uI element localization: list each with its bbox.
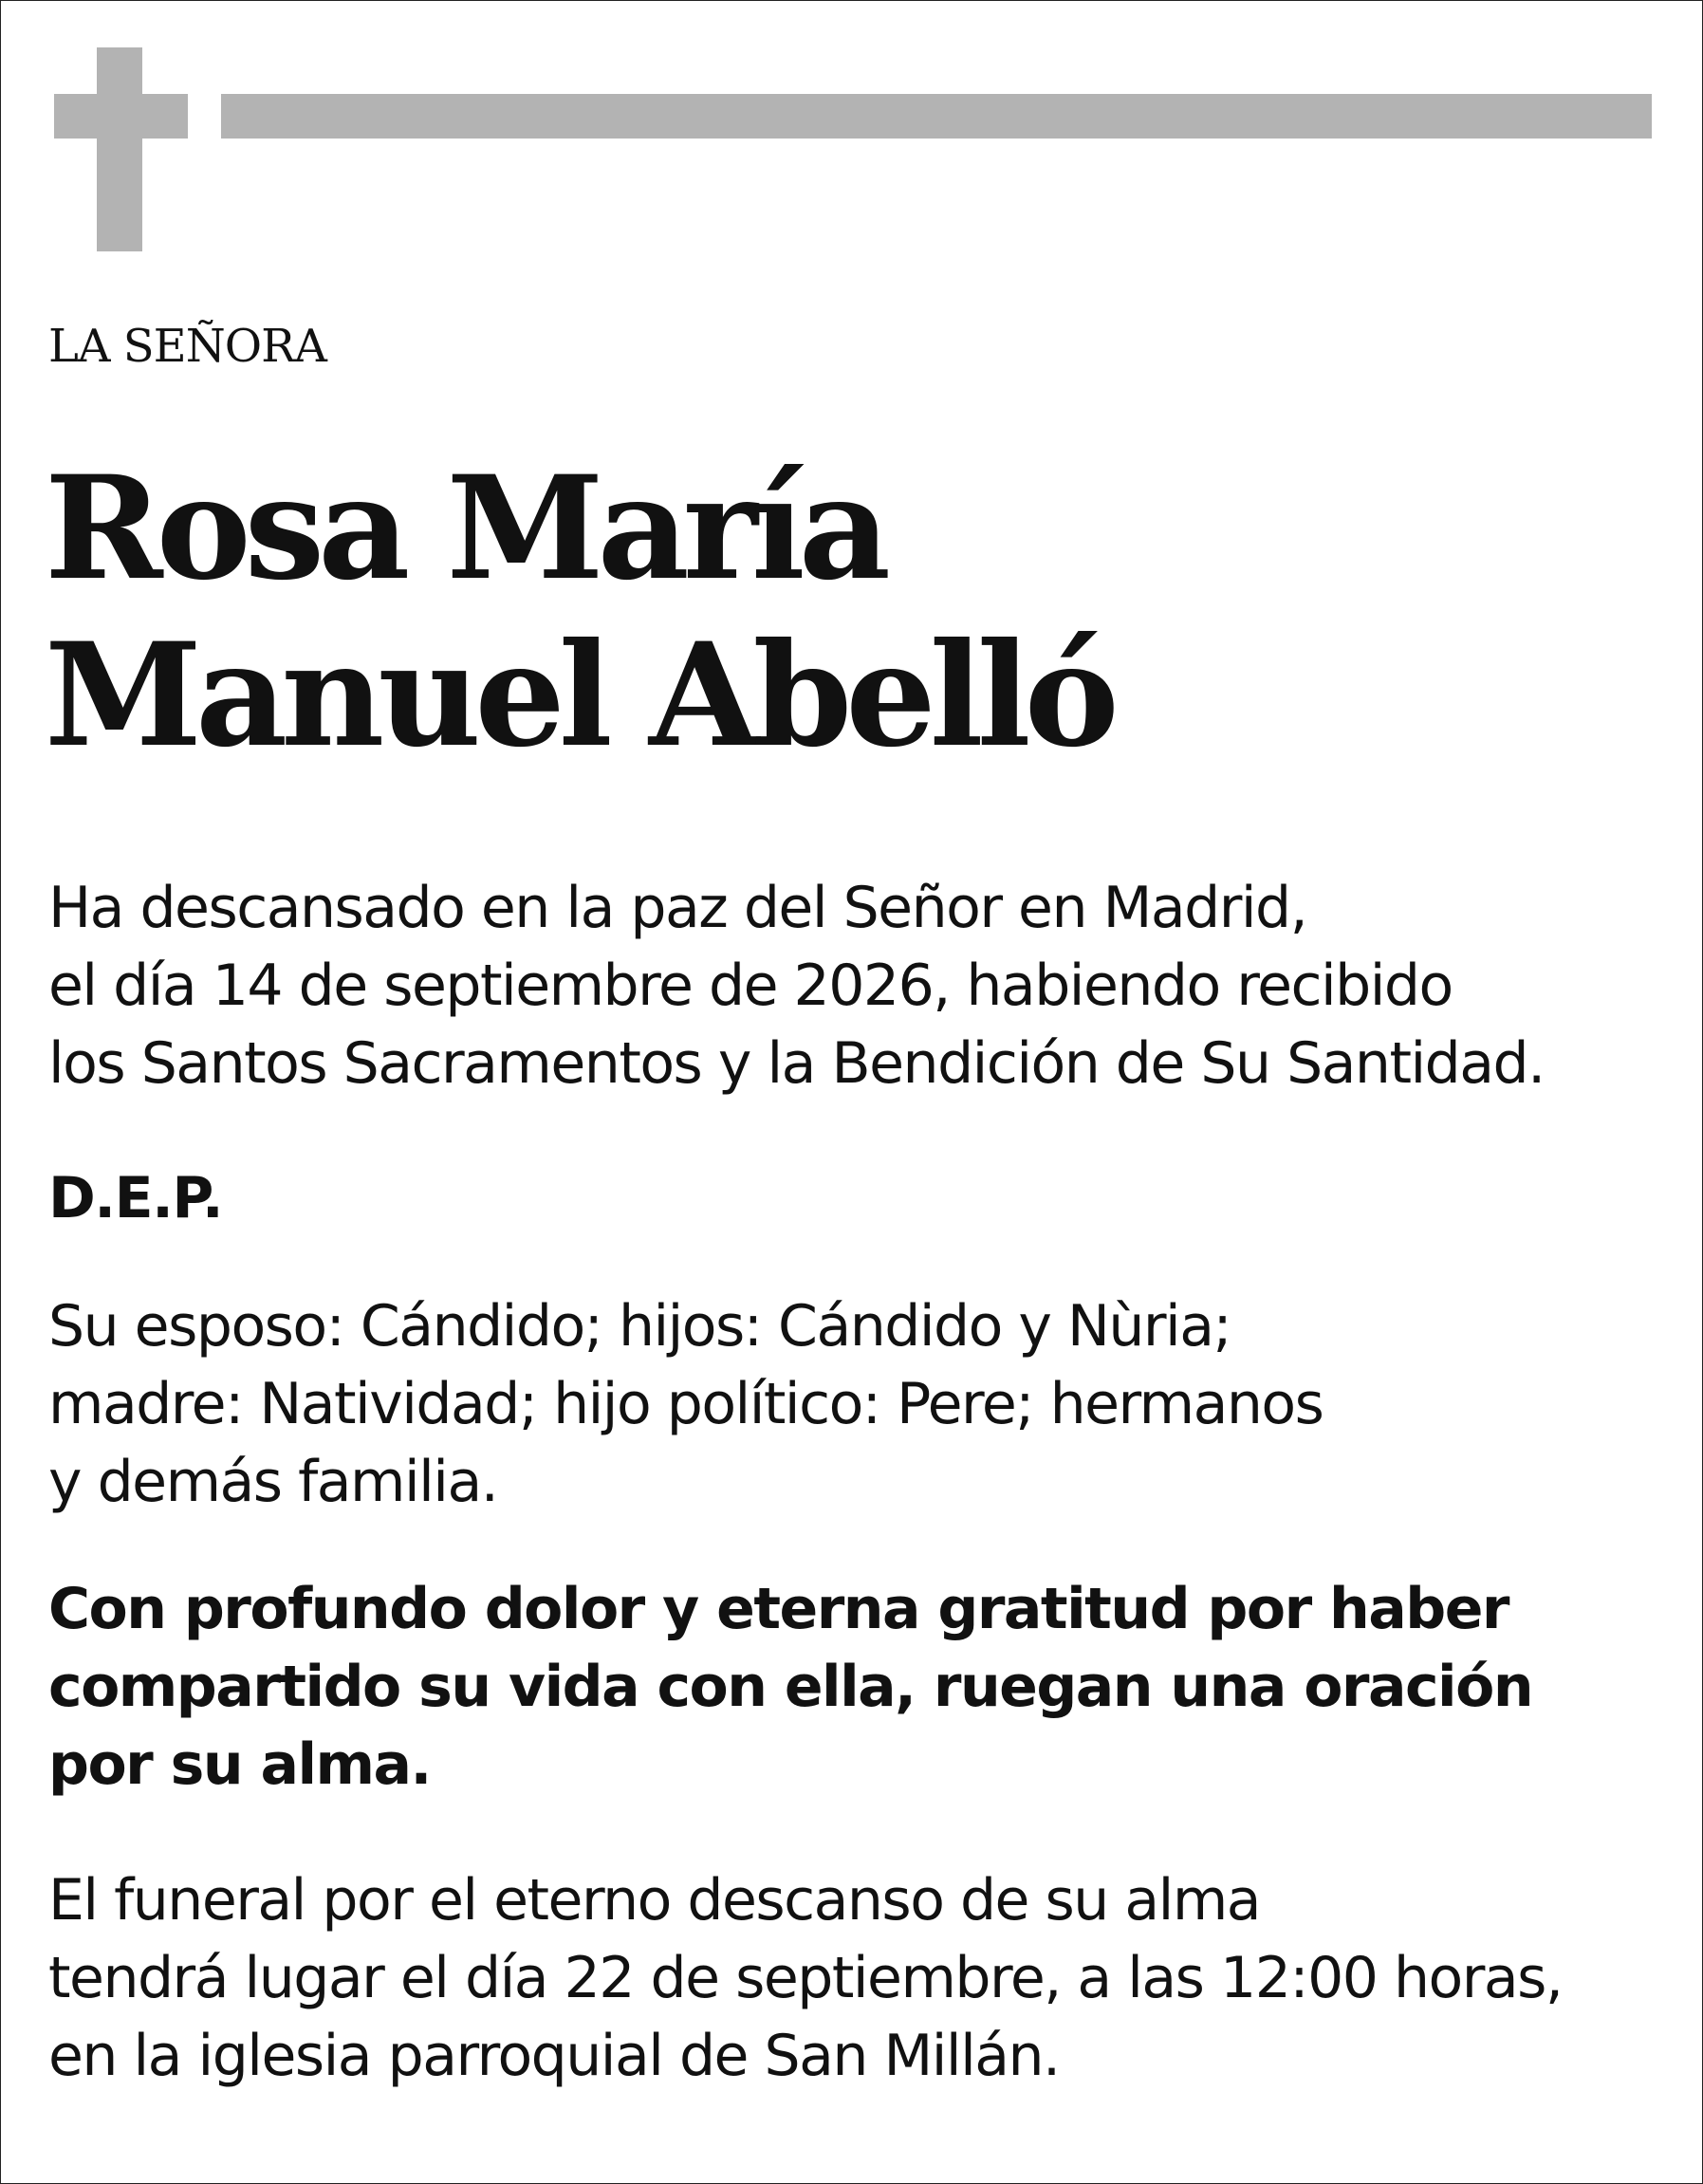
funeral-line: en la iglesia parroquial de San Millán. (48, 2023, 1060, 2089)
funeral-line: tendrá lugar el día 22 de septiembre, a las 12:00 horas, (48, 1945, 1563, 2011)
header-rule (221, 94, 1652, 139)
family-paragraph (48, 1287, 1323, 1521)
deceased-name (45, 445, 1113, 779)
announcement-line: los Santos Sacramentos y la Bendición de Su Santidad. (48, 1030, 1545, 1097)
announcement-line: el día 14 de septiembre de 2026, habiendo recibido (48, 953, 1453, 1019)
family-line: madre: Natividad; hijo político: Pere; hermanos (48, 1371, 1324, 1437)
family-line: Su esposo: Cándido; hijos: Cándido y Nùria; (48, 1293, 1231, 1360)
announcement-line: Ha descansado en la paz del Señor en Madrid, (48, 875, 1307, 941)
funeral-paragraph (48, 1861, 1563, 2095)
funeral-line: El funeral por el eterno descanso de su alma (48, 1867, 1261, 1934)
deceased-name-line: Rosa María (45, 445, 885, 612)
dep-abbreviation: D.E.P. (48, 1165, 223, 1231)
family-line: y demás familia. (48, 1449, 498, 1515)
cross-vertical-bar (97, 47, 142, 251)
prayer-request-paragraph (48, 1570, 1532, 1804)
honorific-label: LA SEÑORA (48, 320, 326, 373)
announcement-paragraph (48, 869, 1545, 1102)
prayer-request-line: por su alma. (48, 1731, 431, 1798)
cross-horizontal-bar (54, 94, 188, 139)
prayer-request-line: Con profundo dolor y eterna gratitud por haber (48, 1576, 1509, 1642)
deceased-name-line: Manuel Abelló (45, 612, 1113, 779)
prayer-request-line: compartido su vida con ella, ruegan una oración (48, 1654, 1533, 1720)
